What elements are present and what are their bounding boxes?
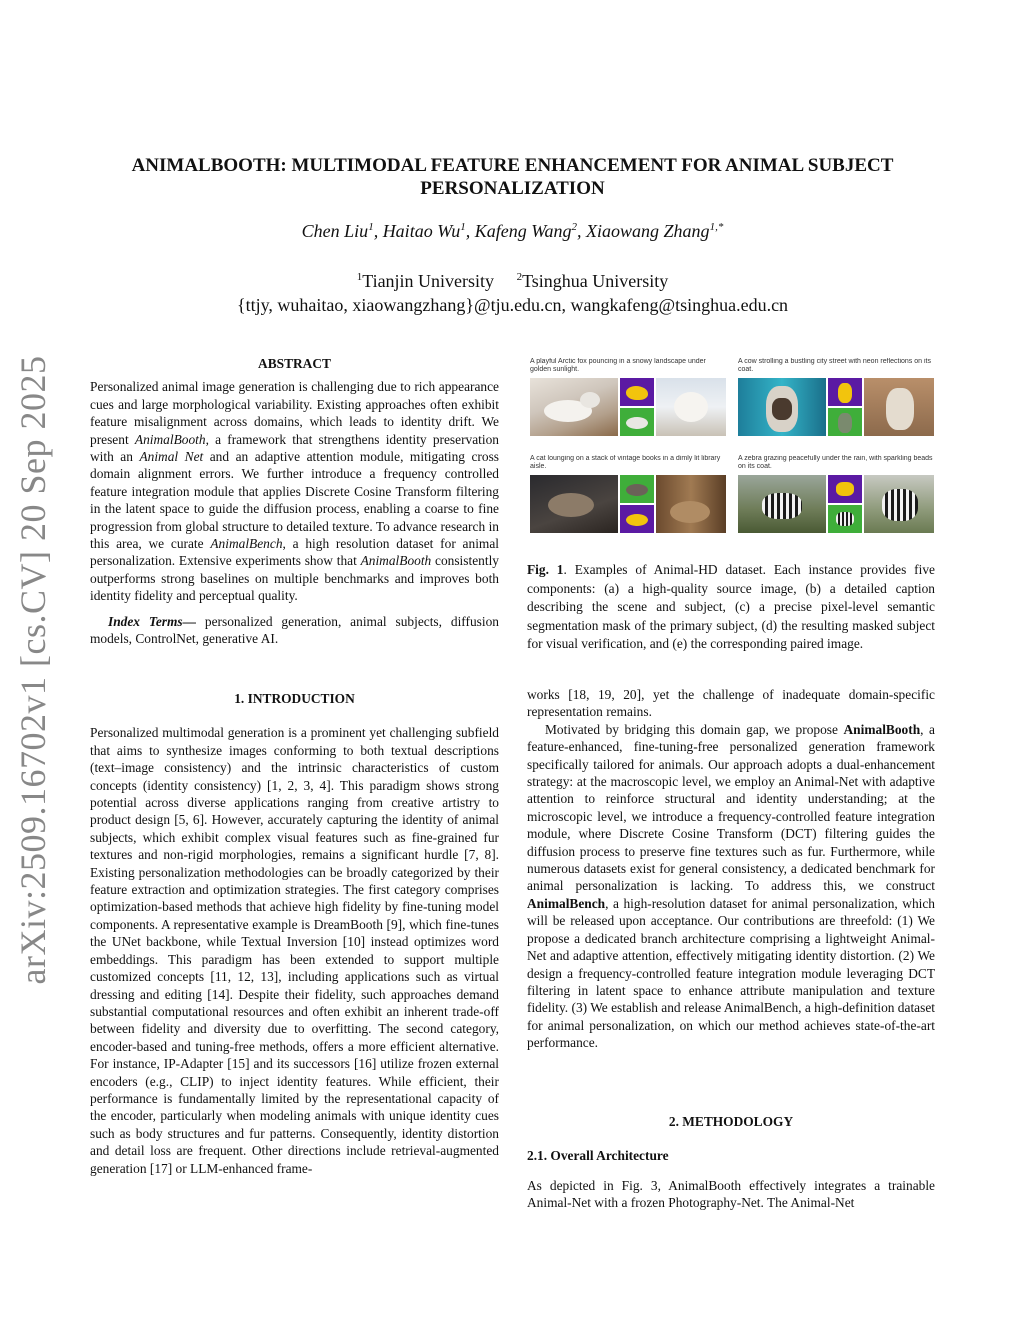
- figure-panel-fox: [530, 358, 726, 446]
- methodology-section: [527, 1113, 935, 1212]
- author-affil: 1,*: [709, 221, 724, 233]
- panel-caption: A cat lounging on a stack of vintage books in a dimly lit library aisle.: [530, 455, 721, 470]
- figure-panel-zebra: [738, 455, 934, 543]
- segmentation-mask: [828, 475, 862, 503]
- abstract-heading: ABSTRACT: [258, 356, 331, 371]
- affiliations: [90, 265, 935, 317]
- figure-panel-cat: [530, 455, 726, 543]
- source-image: [738, 475, 826, 533]
- segmentation-mask: [620, 505, 654, 533]
- figure-caption: Fig. 1. Examples of Animal-HD dataset. Each instance provides five components: (a) a high-quality source image, (b) a detailed caption describing the scene and subject, (c) a precise pixel-level semantic segmentation mask of the primary subject, (d) the resulting masked subject for visual verification, and (e) the corresponding paired image.: [527, 562, 935, 651]
- paper-title: ANIMALBOOTH: MULTIMODAL FEATURE ENHANCEMENT FOR ANIMAL SUBJECT PERSONALIZATION: [131, 155, 894, 199]
- subsection-heading: 2.1. Overall Architecture: [527, 1148, 669, 1164]
- panel-caption: A zebra grazing peacefully under the rain, with sparkling beads on its coat.: [738, 455, 933, 470]
- arxiv-id: arXiv:2509.16702v1 [cs.CV] 20 Sep 2025: [13, 355, 53, 985]
- introduction-section: [90, 690, 499, 1177]
- panel-caption: A cow strolling a bustling city street with neon reflections on its coat.: [738, 358, 931, 373]
- contribution-paragraph: Motivated by bridging this domain gap, we propose AnimalBooth, a feature-enhanced, fine-tuning-free personalized generation framework specifically tailored for animals. Our approach adopts a dual-enhancement strategy: at the macroscopic level, we employ an Animal-Net with adaptive attention to reinforce structural and identity understanding; at the microscopic level, we introduce a frequency-controlled feature integration module, where Discrete Cosine Transform (DCT) filtering guides the diffusion process to preserve fine textures such as fur. Furthermore, while numerous datasets exist for general consistency, a dedicated benchmark for animal personalization is lacking. To address this, we construct AnimalBench, a high-resolution dataset for animal personalization, which will be released upon acceptance. Our contributions are threefold: (1) We propose a dedicated branch architecture comprising a lightweight Animal-Net and adaptive attention, effectively mitigating identity distortion. (2) We design a frequency-controlled feature integration module leveraging DCT filtering in latent space to enhance attribute manipulation and texture fidelity. (3) We establish and release AnimalBench, a high-definition dataset for animal personalization, on which our method achieves state-of-the-art performance.: [527, 721, 935, 1051]
- intro-heading: 1. INTRODUCTION: [234, 691, 355, 706]
- masked-subject: [828, 408, 862, 436]
- source-image: [738, 378, 826, 436]
- author-name: Xiaowang Zhang: [586, 221, 710, 241]
- figure-panel-cow: [738, 358, 934, 446]
- index-terms: Index Terms— personalized generation, animal subjects, diffusion models, ControlNet, generative AI.: [90, 613, 499, 647]
- paired-image: [656, 378, 726, 436]
- author-affil: 1: [368, 221, 374, 233]
- masked-subject: [620, 408, 654, 436]
- affil-sup: 2: [516, 271, 523, 283]
- author-name: Haitao Wu: [382, 221, 461, 241]
- author-emails: {ttjy, wuhaitao, xiaowangzhang}@tju.edu.cn, wangkafeng@tsinghua.edu.cn: [236, 295, 789, 315]
- segmentation-mask: [620, 378, 654, 406]
- masked-subject: [620, 475, 654, 503]
- paired-image: [864, 475, 934, 533]
- author-list: Chen Liu$^1$, Haitao Wu$^1$, Kafeng Wang$^2$, Xiaowang Zhang$^{1,*}$: [301, 221, 724, 241]
- segmentation-mask: [828, 378, 862, 406]
- panel-caption: A playful Arctic fox pouncing in a snowy landscape under golden sunlight.: [530, 358, 706, 373]
- paired-image: [864, 378, 934, 436]
- affil-sup: 1: [356, 271, 363, 283]
- author-affil: 1: [460, 221, 466, 233]
- abstract-text: Personalized animal image generation is challenging due to rich appearance cues and large morphological variability. Existing approaches often exhibit feature misalignment across domains, which leads to identity drift. We present AnimalBooth, a framework that strengthens identity preservation with an Animal Net and an adaptive attention module, mitigating cross domain alignment errors. We further introduce a frequency controlled feature integration module that applies Discrete Cosine Transform filtering in the latent space to guide the diffusion process, enabling a coarse to fine progression from global structure to detailed texture. To advance research in this area, we curate AnimalBench, a high resolution dataset for animal personalization. Extensive experiments show that AnimalBooth consistently outperforms strong baselines on multiple benchmarks and improves both identity fidelity and perceptual quality.: [90, 379, 500, 604]
- figure-1: [530, 358, 934, 543]
- intro-text: Personalized multimodal generation is a prominent yet challenging subfield that aims to synthesize images conforming to both textual descriptions (text–image consistency) and the intrinsic characteristics of custom concepts (identity consistency) [1, 2, 3, 4]. This paradigm shows strong potential across diverse applications ranging from creative artistry to product design [5, 6]. However, accurately capturing the identity of animal subjects, which exhibit complex visual features such as fine-grained fur textures and non-rigid morphologies, remains a significant hurdle [7, 8]. Existing personalization methodologies can be broadly categorized by their feature extraction and optimization strategies. The first category comprises optimization-based methods that achieve high fidelity by fine-tuning model components. A representative example is DreamBooth [9], which fine-tunes the UNet backbone, while Textual Inversion [10] instead optimizes word embeddings. This paradigm has been extended to support multiple customized concepts [11, 12, 13], including applications such as virtual dressing and editing [14]. Despite their fidelity, such approaches demand substantial computational resources and often exhibit an inherent trade-off between fidelity and diversity due to overfitting. The second category, encoder-based and tuning-free methods, offers a more efficient alternative. For instance, IP-Adapter [15] and its successors [16] utilize frozen external encoders (e.g., CLIP) to inject identity features. While efficient, their performance is fundamentally limited by the representational capacity of the encoder, particularly when modeling animals with unique identity cues such as body structures and fur patterns. Consequently, identity distortion and detail loss are frequent. Other directions include retrieval-augmented generation [17] or LLM-enhanced frame-: [90, 725, 499, 1176]
- arxiv-stamp: [8, 355, 58, 985]
- source-image: [530, 378, 618, 436]
- methodology-text: As depicted in Fig. 3, AnimalBooth effectively integrates a trainable Animal-Net with a frozen Photography-Net. The Animal-Net: [527, 1177, 935, 1211]
- source-image: [530, 475, 618, 533]
- methodology-heading: 2. METHODOLOGY: [668, 1114, 794, 1129]
- affiliation-2: Tsinghua University: [522, 271, 669, 291]
- author-affil: 2: [571, 221, 578, 233]
- paired-image: [656, 475, 726, 533]
- author-name: Chen Liu: [301, 221, 369, 241]
- author-name: Kafeng Wang: [474, 221, 572, 241]
- abstract-section: [90, 355, 499, 648]
- intro-continuation: works [18, 19, 20], yet the challenge of inadequate domain-specific representation remains.: [527, 687, 935, 720]
- right-column-text: [527, 686, 935, 1052]
- affiliation-1: Tianjin University: [362, 271, 495, 291]
- masked-subject: [828, 505, 862, 533]
